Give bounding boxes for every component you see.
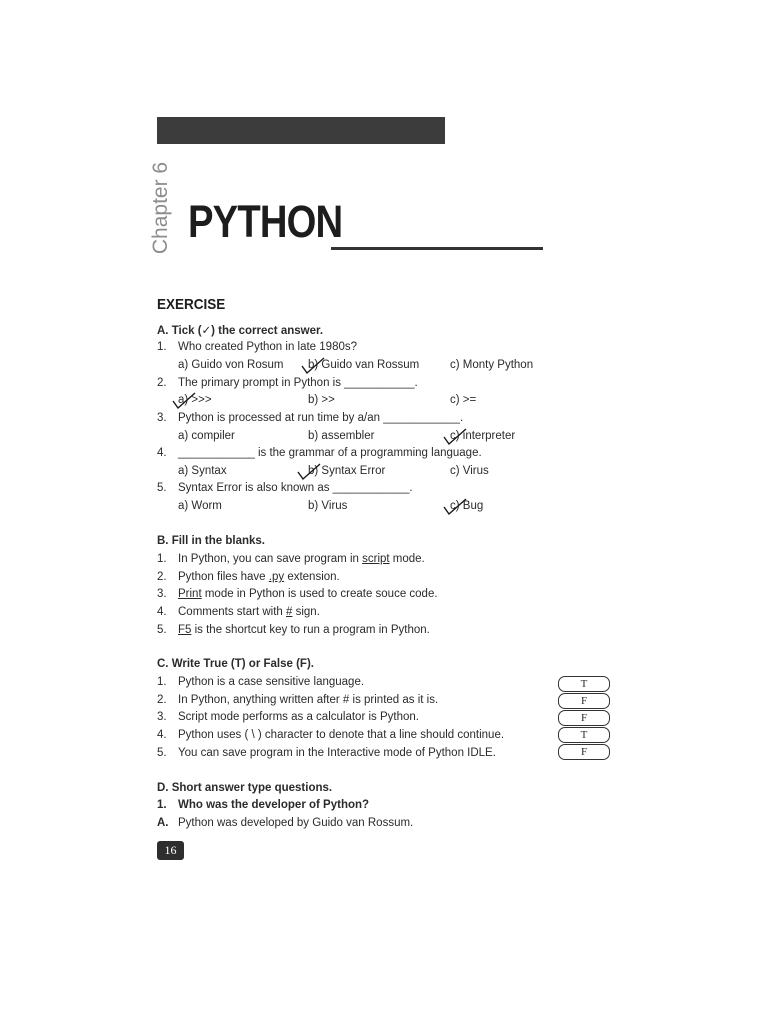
blank-answer: .py [268,571,285,583]
option-3c: c) interpreter [450,430,516,442]
checkmark-icon [442,497,468,517]
tf-item-2: 2. In Python, anything written after # is printed as it is. [157,694,439,706]
option-3a: a) compiler [178,430,235,442]
checkmark-icon [300,356,326,376]
page-number: 16 [157,841,184,860]
blank-item-4: 4. Comments start with # sign. [157,606,320,618]
question-4: 4. ____________ is the grammar of a programming language. [157,447,482,459]
tf-item-4: 4. Python uses ( \ ) character to denote that a line should continue. [157,729,505,741]
tf-answer-box: F [558,710,610,726]
tf-item-1: 1. Python is a case sensitive language. [157,676,365,688]
option-5c: c) Bug [450,500,484,512]
option-5b: b) Virus [308,500,348,512]
tf-item-3: 3. Script mode performs as a calculator is Python. [157,711,419,723]
question-3: 3. Python is processed at run time by a/an ____________. [157,412,464,424]
chapter-label: Chapter 6 [149,161,172,255]
blank-answer: # [286,606,293,618]
tf-item-5: 5. You can save program in the Interactive mode of Python IDLE. [157,747,496,759]
section-a-heading: A. Tick (✓) the correct answer. [157,325,324,337]
blank-answer: Print [178,588,202,600]
checkmark-icon [442,427,468,447]
blank-answer: script [362,553,390,565]
title-underline [331,247,543,250]
blank-item-1: 1. In Python, you can save program in script mode. [157,553,425,565]
option-1a: a) Guido von Rosum [178,359,284,371]
section-c-heading: C. Write True (T) or False (F). [157,658,314,670]
option-4b: b) Syntax Error [308,465,386,477]
question-1: 1. Who created Python in late 1980s? [157,341,358,353]
section-d-heading: D. Short answer type questions. [157,782,333,794]
question-5: 5. Syntax Error is also known as ____________. [157,482,413,494]
blank-item-5: 5. F5 is the shortcut key to run a program in Python. [157,624,430,636]
option-4a: a) Syntax [178,465,227,477]
option-1c: c) Monty Python [450,359,534,371]
option-4c: c) Virus [450,465,489,477]
short-answer-1: A. Python was developed by Guido van Rossum. [157,817,414,829]
tf-answer-box: F [558,693,610,709]
blank-answer: F5 [178,624,192,636]
blank-item-3: 3. Print mode in Python is used to create souce code. [157,588,438,600]
option-5a: a) Worm [178,500,222,512]
option-2b: b) >> [308,394,335,406]
header-bar [157,117,445,144]
option-3b: b) assembler [308,430,375,442]
option-2a: a) >>> [178,394,212,406]
checkmark-icon [171,391,197,411]
blank-item-2: 2. Python files have .py extension. [157,571,340,583]
option-1b: b) Guido van Rossum [308,359,420,371]
question-2: 2. The primary prompt in Python is ___________. [157,377,418,389]
section-b-heading: B. Fill in the blanks. [157,535,265,547]
tf-answer-box: T [558,676,610,692]
exercise-heading: EXERCISE [157,296,226,313]
option-2c: c) >= [450,394,477,406]
checkmark-icon [296,462,322,482]
short-question-1: 1. Who was the developer of Python? [157,799,370,811]
tf-answer-box: T [558,727,610,743]
page-title: PYTHON [188,196,343,247]
tf-answer-box: F [558,744,610,760]
